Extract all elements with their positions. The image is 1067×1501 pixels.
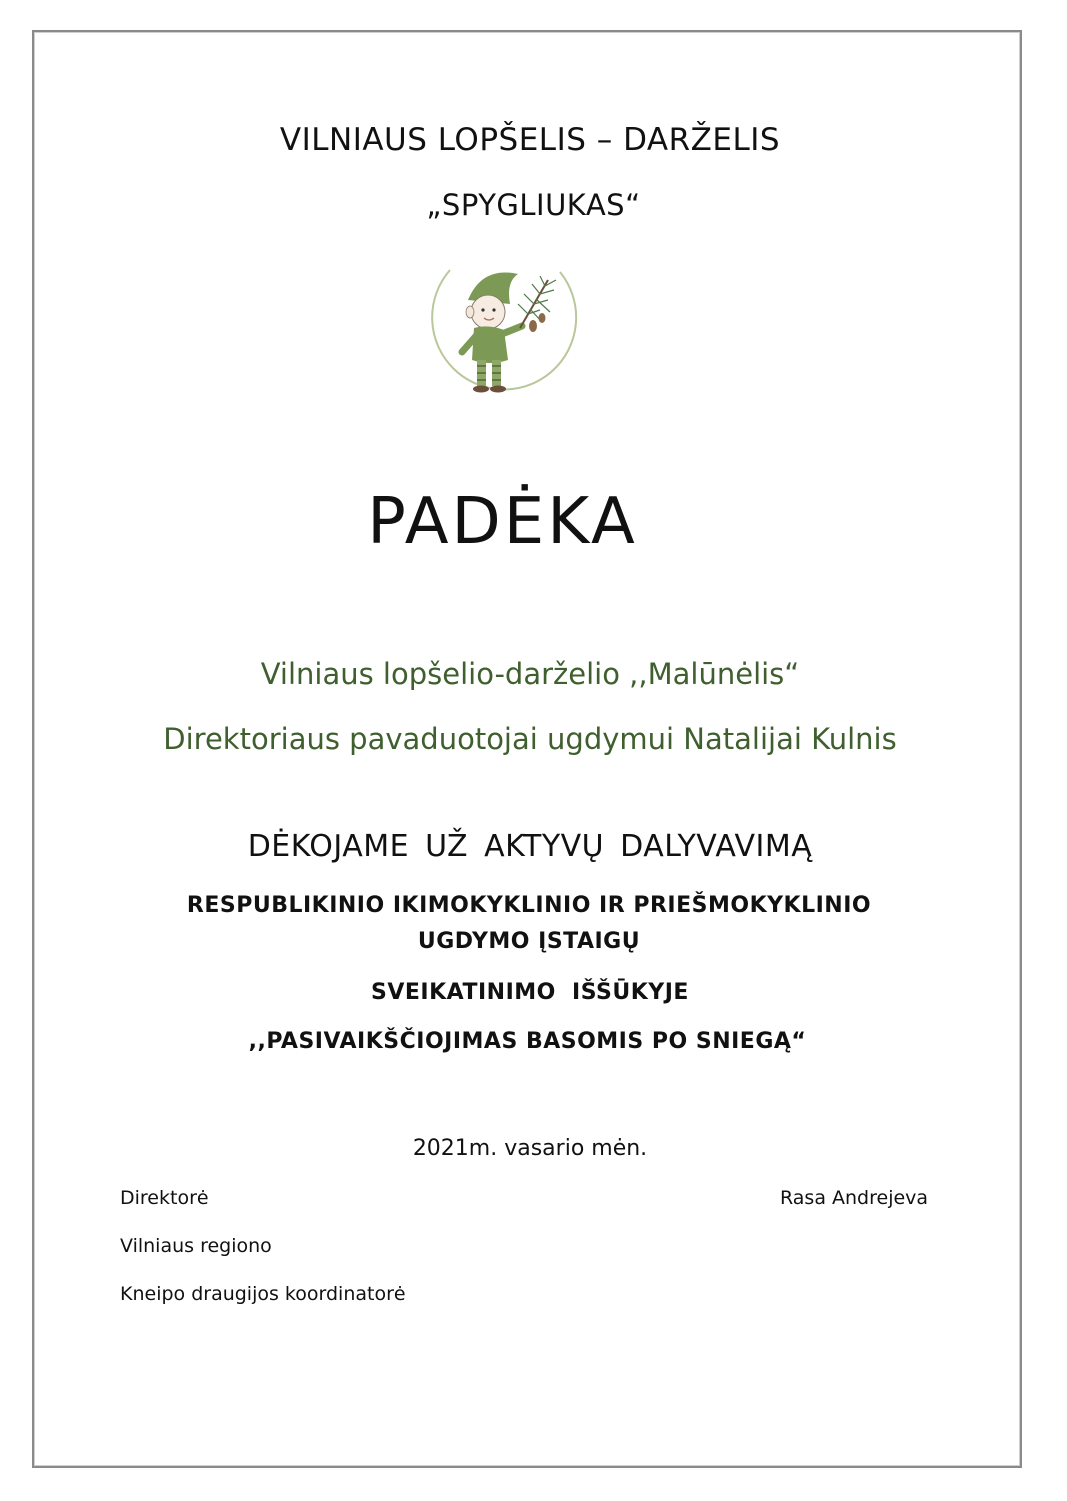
event-name: ,,PASIVAIKŠČIOJIMAS BASOMIS PO SNIEGĄ“: [248, 1029, 807, 1054]
recipient-institution: Vilniaus lopšelio-darželio ,,Malūnėlis“: [260, 657, 800, 691]
signatory-name: Rasa Andrejeva: [780, 1187, 929, 1209]
signatory-role-line-2: Vilniaus regiono: [120, 1235, 272, 1257]
event-description-line-3: SVEIKATINIMO IŠŠŪKYJE: [371, 980, 689, 1005]
logo-graphic: [410, 252, 590, 402]
signatory-role-line-1: Direktorė: [120, 1187, 209, 1209]
thanks-statement: DĖKOJAME UŽ AKTYVŲ DALYVAVIMĄ: [247, 829, 813, 864]
event-description-line-1: RESPUBLIKINIO IKIMOKYKLINIO IR PRIEŠMOKYKLINIO: [186, 893, 872, 918]
institution-name: VILNIAUS LOPŠELIS – DARŽELIS: [279, 122, 781, 158]
issue-date: 2021m. vasario mėn.: [412, 1136, 648, 1161]
elf-with-pine-branch-logo: [410, 252, 590, 402]
institution-nickname: „SPYGLIUKAS“: [426, 188, 641, 222]
recipient-person: Direktoriaus pavaduotojai ugdymui Natalijai Kulnis: [163, 722, 897, 756]
certificate-title: PADĖKA: [367, 485, 638, 559]
signatory-role-line-3: Kneipo draugijos koordinatorė: [120, 1283, 406, 1305]
event-description-line-2: UGDYMO ĮSTAIGŲ: [417, 929, 641, 954]
